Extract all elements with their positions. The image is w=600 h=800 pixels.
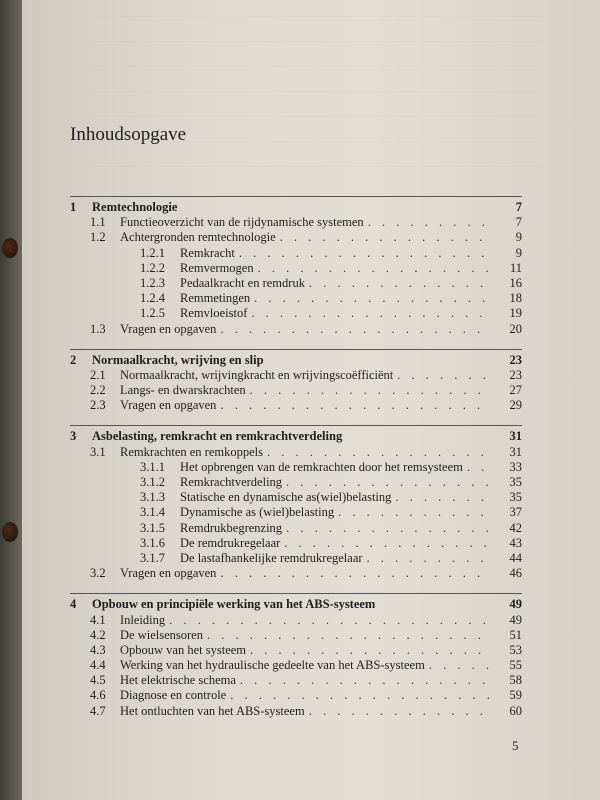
section-entry (70, 368, 522, 383)
subsection-entry (70, 306, 522, 321)
entry-title: Vragen en opgaven (120, 398, 217, 413)
section-entry (70, 613, 522, 628)
entry-number: 3.1.7 (140, 550, 165, 565)
punch-hole (2, 522, 18, 542)
chapter-title: Opbouw en principiële werking van het ABS-systeem (92, 597, 376, 612)
entry-number: 2.1 (90, 367, 106, 382)
subsection-entry (70, 551, 522, 566)
subsection-entry (70, 460, 522, 475)
entry-title: Remdrukbegrenzing (180, 520, 283, 535)
entry-page: 18 (509, 291, 522, 306)
entry-page: 23 (509, 367, 522, 382)
entry-title: Statische en dynamische as(wiel)belasting (180, 490, 392, 505)
entry-number: 2.2 (90, 383, 106, 398)
leader-dots (280, 230, 492, 245)
leader-dots (169, 613, 492, 628)
entry-page: 7 (515, 215, 522, 230)
entry-number: 1.2.1 (140, 245, 165, 260)
chapter-page: 23 (509, 352, 522, 367)
subsection-entry (70, 521, 522, 536)
leader-dots (240, 673, 492, 688)
entry-page: 60 (509, 703, 522, 718)
entry-page: 43 (509, 535, 522, 550)
entry-page: 31 (509, 444, 522, 459)
subsection-entry (70, 246, 522, 261)
section-entry (70, 445, 522, 460)
leader-dots (395, 490, 492, 505)
entry-number: 1.2.4 (140, 291, 165, 306)
entry-page: 11 (509, 260, 522, 275)
chapter-rule (70, 425, 522, 426)
entry-title: Remvloeistof (180, 306, 248, 321)
section-entry (70, 643, 522, 658)
leader-dots (220, 322, 492, 337)
leader-dots (429, 658, 492, 673)
chapter-number: 1 (70, 200, 77, 214)
page-number: 5 (512, 738, 519, 753)
chapter-title: Remtechnologie (92, 200, 178, 214)
chapter-title: Asbelasting, remkracht en remkrachtverdeling (92, 429, 343, 444)
entry-title: Functieoverzicht van de rijdynamische systemen (120, 215, 364, 230)
section-entry (70, 688, 522, 703)
entry-page: 19 (509, 306, 522, 321)
subsection-entry (70, 261, 522, 276)
entry-title: Dynamische as (wiel)belasting (180, 505, 335, 520)
chapter-rule (70, 593, 522, 594)
section-entry (70, 673, 522, 688)
chapter-title: Normaalkracht, wrijving en slip (92, 352, 264, 367)
entry-page: 55 (509, 658, 522, 673)
entry-title: De remdrukregelaar (180, 535, 281, 550)
leader-dots (367, 551, 492, 566)
entry-number: 2.3 (90, 398, 106, 413)
entry-page: 35 (509, 475, 522, 489)
entry-page: 16 (509, 275, 522, 290)
entry-title: Normaalkracht, wrijvingkracht en wrijvingscoëfficiënt (120, 367, 394, 382)
leader-dots (309, 704, 492, 719)
entry-page: 35 (509, 490, 522, 505)
chapter-entry (70, 429, 522, 444)
entry-number: 3.1.5 (140, 520, 165, 535)
leader-dots (397, 368, 492, 383)
section-entry (70, 628, 522, 643)
chapter-rule (70, 196, 522, 197)
leader-dots (368, 215, 492, 230)
leader-dots (267, 445, 492, 460)
entry-title: Achtergronden remtechnologie (120, 230, 276, 245)
leader-dots (239, 246, 492, 261)
section-entry (70, 566, 522, 581)
chapter-entry (70, 597, 522, 612)
entry-title: Het ontluchten van het ABS-systeem (120, 703, 305, 718)
entry-title: De wielsensoren (120, 627, 203, 642)
entry-number: 4.1 (90, 612, 106, 627)
section-entry (70, 704, 522, 719)
leader-dots (309, 276, 492, 291)
chapter-page: 49 (509, 597, 522, 612)
leader-dots (220, 566, 492, 581)
entry-title: Remmetingen (180, 291, 251, 306)
entry-title: Remkrachtverdeling (180, 475, 283, 489)
entry-page: 44 (509, 550, 522, 565)
section-entry (70, 322, 522, 337)
entry-title: Werking van het hydraulische gedeelte van het ABS-systeem (120, 658, 425, 673)
leader-dots (258, 261, 492, 276)
subsection-entry (70, 505, 522, 520)
entry-title: Vragen en opgaven (120, 321, 217, 336)
entry-number: 4.3 (90, 642, 106, 657)
book-page (22, 0, 600, 800)
leader-dots (207, 628, 492, 643)
entry-number: 4.4 (90, 658, 106, 673)
chapter-entry (70, 353, 522, 368)
chapter-rule (70, 349, 522, 350)
entry-number: 1.2 (90, 230, 106, 245)
chapter-number: 2 (70, 352, 77, 367)
entry-page: 29 (509, 398, 522, 413)
entry-number: 4.2 (90, 627, 106, 642)
punch-hole (2, 238, 18, 258)
entry-title: Inleiding (120, 612, 166, 627)
leader-dots (250, 383, 492, 398)
entry-page: 46 (509, 566, 522, 581)
entry-number: 4.6 (90, 688, 106, 703)
entry-title: Remkrachten en remkoppels (120, 444, 264, 459)
leader-dots (338, 505, 492, 520)
chapter-page: 31 (509, 429, 522, 444)
chapter-gap (70, 413, 522, 425)
entry-number: 1.3 (90, 321, 106, 336)
entry-number: 1.2.3 (140, 275, 165, 290)
page-title: Inhoudsopgave (70, 124, 187, 145)
entry-number: 1.2.5 (140, 306, 165, 321)
subsection-entry (70, 490, 522, 505)
leader-dots (254, 291, 492, 306)
subsection-entry (70, 536, 522, 551)
entry-page: 59 (509, 688, 522, 703)
entry-number: 3.1.3 (140, 490, 165, 505)
entry-title: Vragen en opgaven (120, 566, 217, 581)
entry-page: 20 (509, 321, 522, 336)
section-entry (70, 383, 522, 398)
entry-title: Pedaalkracht en remdruk (180, 275, 305, 290)
table-of-contents (70, 196, 522, 719)
entry-page: 37 (509, 505, 522, 520)
leader-dots (230, 688, 492, 703)
entry-number: 4.7 (90, 703, 106, 718)
entry-number: 3.1.2 (140, 475, 165, 489)
entry-page: 9 (515, 230, 522, 245)
entry-page: 49 (509, 612, 522, 627)
entry-title: Remkracht (180, 245, 235, 260)
entry-title: Remvermogen (180, 260, 254, 275)
entry-number: 3.2 (90, 566, 106, 581)
leader-dots (250, 643, 492, 658)
chapter-number: 3 (70, 429, 77, 444)
section-entry (70, 658, 522, 673)
entry-number: 3.1.4 (140, 505, 165, 520)
entry-page: 9 (515, 245, 522, 260)
subsection-entry (70, 475, 522, 490)
subsection-entry (70, 291, 522, 306)
leader-dots (251, 306, 492, 321)
entry-number: 1.1 (90, 215, 106, 230)
entry-page: 53 (509, 642, 522, 657)
section-entry (70, 215, 522, 230)
entry-page: 33 (509, 459, 522, 474)
chapter-entry (70, 200, 522, 215)
entry-page: 27 (509, 383, 522, 398)
leader-dots (286, 475, 492, 490)
chapter-number: 4 (70, 597, 77, 612)
leader-dots (467, 460, 492, 475)
entry-page: 42 (509, 520, 522, 535)
entry-number: 3.1.1 (140, 459, 165, 474)
entry-number: 4.5 (90, 673, 106, 688)
entry-title: Het elektrische schema (120, 673, 236, 688)
entry-number: 1.2.2 (140, 260, 165, 275)
section-entry (70, 398, 522, 413)
leader-dots (284, 536, 492, 551)
entry-page: 51 (509, 627, 522, 642)
entry-page: 58 (509, 673, 522, 688)
leader-dots (286, 521, 492, 536)
entry-title: Langs- en dwarskrachten (120, 383, 246, 398)
entry-number: 3.1.6 (140, 535, 165, 550)
section-entry (70, 230, 522, 245)
subsection-entry (70, 276, 522, 291)
entry-title: Opbouw van het systeem (120, 642, 247, 657)
binder-edge (0, 0, 22, 800)
chapter-gap (70, 337, 522, 349)
entry-title: Het opbrengen van de remkrachten door het remsysteem (180, 459, 463, 474)
chapter-page: 7 (515, 200, 522, 214)
show-through-text (92, 0, 542, 190)
entry-title: De lastafhankelijke remdrukregelaar (180, 550, 363, 565)
leader-dots (220, 398, 492, 413)
entry-number: 3.1 (90, 444, 106, 459)
entry-title: Diagnose en controle (120, 688, 227, 703)
chapter-gap (70, 581, 522, 593)
